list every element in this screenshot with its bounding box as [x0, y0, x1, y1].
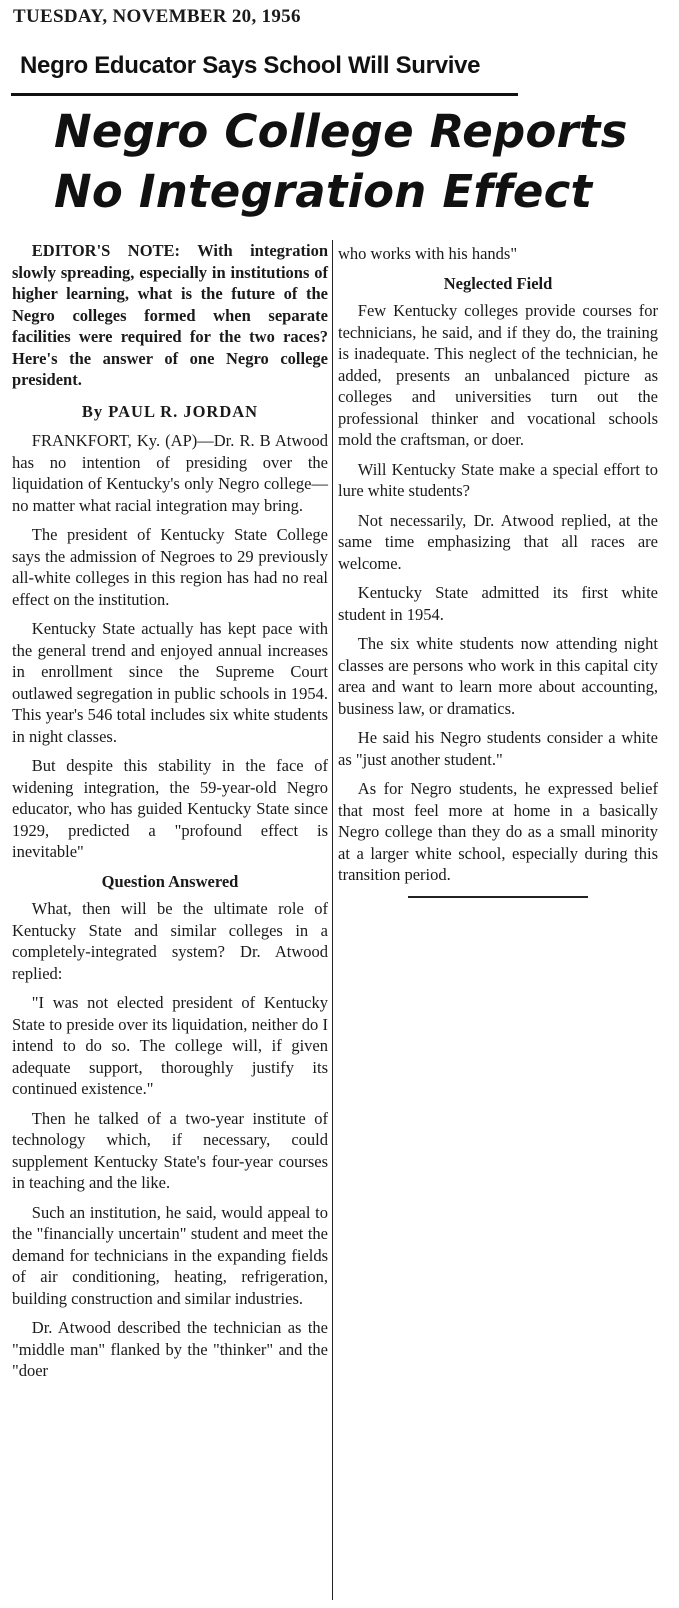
- kicker-headline: Negro Educator Says School Will Survive: [20, 52, 481, 79]
- end-rule: [408, 896, 588, 898]
- paragraph: Dr. Atwood described the technician as the "middle man" flanked by the "thinker" and the "doer: [12, 1318, 328, 1380]
- column-divider: [332, 240, 333, 1600]
- paragraph: Kentucky State admitted its first white student in 1954.: [338, 583, 658, 624]
- subheading-question-answered: Question Answered: [101, 871, 239, 891]
- main-headline: Negro College Reports No Integration Effect: [54, 105, 628, 218]
- paragraph: What, then will be the ultimate role of Kentucky State and similar colleges in a completely-integrated system? Dr. Atwood replied:: [12, 899, 328, 983]
- paragraph: As for Negro students, he expressed belief that most feel more at home in a basically Negro college than they do as a small minority at a larger white school, especially during this transition period.: [338, 779, 658, 884]
- dateline: TUESDAY, NOVEMBER 20, 1956: [13, 6, 301, 27]
- editors-note: EDITOR'S NOTE: With integration slowly spreading, especially in institutions of higher learning, what is the future of the Negro colleges formed when separate facilities were required for the two races? Here's the answer of one Negro college president.: [12, 241, 328, 389]
- byline: By PAUL R. JORDAN: [81, 401, 259, 421]
- article-column-left: [12, 240, 328, 1390]
- paragraph: But despite this stability in the face of widening integration, the 59-year-old Negro educator, who has guided Kentucky State since 1929, predicted a "profound effect is inevitable": [12, 756, 328, 861]
- paragraph: FRANKFORT, Ky. (AP)—Dr. R. B Atwood has no intention of presiding over the liquidation of Kentucky's only Negro college—no matter what racial integration may bring.: [12, 431, 328, 515]
- paragraph: Few Kentucky colleges provide courses for technicians, he said, and if they do, the training is inadequate. This neglect of the technician, he added, presents an unbalanced picture as colleges and universities turn out the professional thinker and vocational schools mold the craftsman, or doer.: [338, 301, 658, 449]
- paragraph: The six white students now attending night classes are persons who work in this capital city area and want to learn more about accounting, business law, or dramatics.: [338, 634, 658, 718]
- subheading-neglected-field: Neglected Field: [443, 273, 553, 293]
- paragraph: "I was not elected president of Kentucky State to preside over its liquidation, neither do I intend to do so. The college will, if given adequate support, thoroughly justify its continued existence.": [12, 993, 328, 1098]
- paragraph: Will Kentucky State make a special effort to lure white students?: [338, 459, 658, 500]
- paragraph: Such an institution, he said, would appeal to the "financially uncertain" student and meet the demand for technicians in the expanding fields of air conditioning, heating, refrigeration, building construction and similar industries.: [12, 1202, 328, 1308]
- paragraph: Not necessarily, Dr. Atwood replied, at the same time emphasizing that all races are welcome.: [338, 510, 658, 573]
- kicker-rule: [11, 93, 518, 96]
- article-column-right: [338, 243, 658, 898]
- paragraph: Then he talked of a two-year institute of technology which, if necessary, could supplement Kentucky State's four-year courses in teaching and the like.: [12, 1108, 328, 1192]
- paragraph: Kentucky State actually has kept pace with the general trend and enjoyed annual increases in enrollment since the Supreme Court outlawed segregation in public schools in 1954. This year's 546 total includes six white students in night classes.: [12, 619, 328, 746]
- paragraph-continuation: who works with his hands": [338, 244, 518, 263]
- paragraph: He said his Negro students consider a white as "just another student.": [338, 728, 658, 769]
- paragraph: The president of Kentucky State College says the admission of Negroes to 29 previously all-white colleges in this region has had no real effect on the institution.: [12, 525, 328, 609]
